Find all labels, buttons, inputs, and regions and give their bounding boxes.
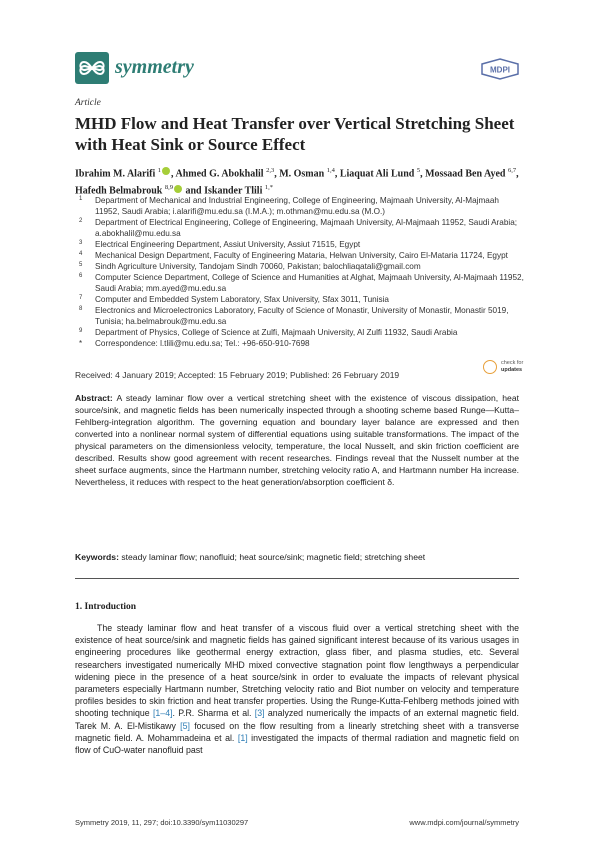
affiliation-item [75,250,525,261]
author-list: Ibrahim M. Alarifi $^1$ , Ahmed G. Abokhalil $^{2,3}$, M. Osman $^{1,4}$, Liaquat Ali Lund $^5$, Mossaad Ben Ayed $^{6,7}$, Hafedh Belmabrouk $^{8,9}$ and Iskander Tlili $^{1,*}$ [75,167,519,197]
author-affil-sup: 8,9 [164,184,173,192]
section-divider [75,578,519,579]
affiliation-item [75,294,525,305]
abstract-text: A steady laminar flow over a vertical stretching sheet with the existence of viscous dissipation, heat source/sink, and magnetic fields has been numerically inspected through a shooting scheme based Runge—Kutta–Fehlberg-integration algorithm. The governing equation and boundary layer balance are expressed and then converted into a nonlinear normal system of differential equations using suitable transformations. The impact of the physical parameters on the dimensionless velocity, temperature, the local Nusselt, and skin friction coefficient are described. Results show good agreement with recent researches. Findings reveal that the Nusselt number at the sheet surface augments, since the Hartmann number, stretching velocity ratio A, and Hartmann number Ha increase. Nevertheless, it reduces with respect to the heat generation/absorption coefficient δ. [75,393,519,487]
check-for-updates-button[interactable] [483,357,528,381]
affiliation-text: Department of Physics, College of Science at Zulfi, Majmaah University, Al Zulfi 11932, Saudi Arabia [95,328,458,337]
affiliation-number: 5 [79,262,83,268]
paper-title: MHD Flow and Heat Transfer over Vertical Stretching Sheet with Heat Sink or Source Effect [75,114,515,154]
affiliation-number: 3 [79,240,83,246]
author-affil-sup: 1,4 [326,167,335,174]
affiliation-text: Computer Science Department, College of Science and Humanities at Alghat, Majmaah University, Al-Majmaah 11952, Saudi Arabia; mm.ayed@mu.edu.sa [95,273,524,293]
keywords-label: Keywords: [75,552,119,562]
keywords-text: steady laminar flow; nanofluid; heat source/sink; magnetic field; stretching sheet [121,552,426,562]
citation-link[interactable]: [1–4] [152,708,173,719]
orcid-icon[interactable] [174,185,182,193]
author-affil-sup: 1,* [264,184,273,192]
affiliation-text: Department of Mechanical and Industrial Engineering, College of Engineering, Majmaah University, Al-Majmaah 11952, Saudi Arabia; i.alarifi@mu.edu.sa (I.M.A.); m.othman@mu.edu.sa (M.O.) [95,196,499,216]
affiliation-number: 8 [79,306,83,312]
affiliation-number: 1 [79,196,83,202]
author-affil-sup: 5 [416,167,421,174]
footer-citation: Symmetry 2019, 11, 297; doi:10.3390/sym11030297 [75,818,249,827]
correspondence [75,338,525,349]
author-name: Ahmed G. Abokhalil [175,168,264,180]
orcid-icon[interactable] [162,167,170,175]
journal-header [75,52,520,86]
article-type: Article [75,98,101,108]
affiliation-text: Mechanical Design Department, Faculty of Engineering Mataria, Helwan University, Cairo El-Mataria 11724, Egypt [95,251,508,260]
section-heading: 1. Introduction [75,602,137,612]
author-name: M. Osman [279,168,325,180]
author-affil-sup: 6,7 [507,167,517,174]
citation-link[interactable]: [5] [180,720,190,731]
affiliation-item [75,217,525,239]
affiliation-item [75,327,525,338]
affiliation-item [75,272,525,294]
affiliation-list [75,195,525,349]
abstract-label: Abstract: [75,393,113,403]
author-name: Iskander Tlili [204,185,263,197]
affiliation-item [75,195,525,217]
keywords [75,551,519,563]
author-name: Mossaad Ben Ayed [425,168,506,180]
check-updates-line1: check for [501,360,524,366]
affiliation-item [75,239,525,250]
affiliation-number: 9 [79,328,83,334]
affiliation-text: Electrical Engineering Department, Assiut University, Assiut 71515, Egypt [95,240,361,249]
author-name: Liaquat Ali Lund [339,168,415,180]
citation-link[interactable]: [3] [254,708,265,719]
affiliation-text: Electronics and Microelectronics Laboratory, Faculty of Science of Monastir, University of Monastir, Monastir 5019, Tunisia; ha.belmabrouk@mu.edu.sa [95,306,509,326]
mdpi-logo-text: MDPI [490,65,510,75]
author-affil-sup: 1 [157,167,162,174]
journal-name: symmetry [115,56,194,78]
check-updates-icon [483,360,497,374]
mdpi-logo-icon [480,58,520,80]
correspondence-mark: * [79,339,83,348]
author-name: Hafedh Belmabrouk [75,185,163,197]
introduction-paragraph: The steady laminar flow and heat transfer of a viscous fluid over a vertical stretching sheet with the existence of heat source/sink and magnetic fields has gained significant interest because of its various usages in engineering procedures like geothermal energy extraction, glass fiber, and plasma studies, etc. Several researchers investigated numerically MHD mixed convective stagnation point flow lengthways a perpendicular widening piece in the presence of a heat source/sink in order to evaluate the impacts of relevant physical parameters especially Hartmann number, Stretching velocity ratio and Biot number on velocity and temperature profiles besides to skin friction and heat transfer properties. Using the Runge-Kutta-Fehlberg methods joined with shooting technique [1–4]. P.R. Sharma et al. [3] analyzed numerically the impacts of an external magnetic field. Tarek M. A. El-Mistikawy [5] focused on the flow resulting from a linearly stretching sheet with a transverse magnetic field. A. Mohammadeina et al. [1] investigated the impacts of thermal radiation and magnetic field on flow of CuO-water nanofluid past [75,623,519,756]
affiliation-number: 6 [79,273,83,279]
author-affil-sup: 2,3 [266,167,275,174]
affiliation-text: Computer and Embedded System Laboratory, Sfax University, Sfax 3011, Tunisia [95,295,389,304]
publication-dates: Received: 4 January 2019; Accepted: 15 February 2019; Published: 26 February 2019 [75,370,400,380]
check-updates-line2: updates [501,367,523,373]
affiliation-text: Sindh Agriculture University, Tandojam Sindh 70060, Pakistan; balochliaqatali@gmail.com [95,262,421,271]
affiliation-number: 2 [79,218,83,224]
journal-logo-icon [75,52,109,84]
affiliation-text: Department of Electrical Engineering, College of Engineering, Majmaah University, Al-Majmaah 11952, Saudi Arabia; a.abokhalil@mu.edu.sa [95,218,518,238]
author-name: Ibrahim M. Alarifi [75,168,156,180]
abstract [75,392,519,488]
correspondence-text: Correspondence: l.tlili@mu.edu.sa; Tel.: +96-650-910-7698 [95,339,310,348]
footer-url[interactable]: www.mdpi.com/journal/symmetry [409,818,519,827]
affiliation-number: 7 [79,295,83,301]
affiliation-item [75,305,525,327]
citation-link[interactable]: [1] [237,732,248,743]
affiliation-item [75,261,525,272]
affiliation-number: 4 [79,251,83,257]
